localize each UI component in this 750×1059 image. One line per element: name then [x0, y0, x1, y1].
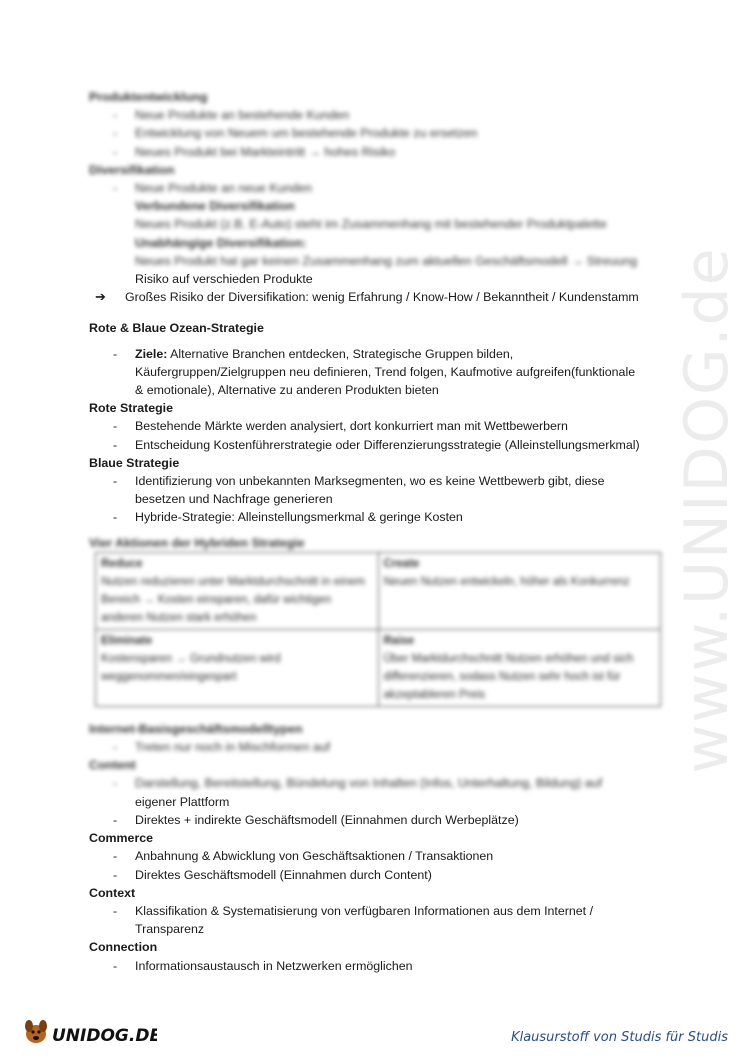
- conclusion-row: [89, 288, 669, 306]
- heading-rote-strategie: Rote Strategie: [89, 401, 173, 416]
- risk-continuation: Risiko auf verschieden Produkte: [135, 272, 313, 287]
- subtext-unabhaengig: Neues Produkt hat gar keinen Zusammenhang zum aktuellen Geschäftsmodell → Streuung: [135, 253, 638, 268]
- list-item: - Neue Produkte an neue Kunden: [89, 179, 669, 197]
- conclusion-text: Großes Risiko der Diversifikation: wenig Erfahrung / Know-How / Bekanntheit / Kundenstamm: [125, 290, 639, 305]
- list-item-continuation: besetzen und Nachfrage generieren: [135, 492, 333, 507]
- list-item: - Klassifikation & Systematisierung von verfügbaren Informationen aus dem Internet /: [89, 902, 669, 920]
- ziele-item: [89, 345, 669, 363]
- matrix-cell-eliminate: [96, 629, 379, 706]
- heading-internet-modelle: Internet-Basisgeschäftsmodelltypen: [89, 721, 303, 736]
- ziele-line-2: Käufergruppen/Zielgruppen neu definieren, Trend folgen, Kaufmotive aufgreifen(funktionale: [135, 364, 636, 379]
- cell-head: Eliminate: [101, 634, 153, 647]
- actions-matrix: [95, 552, 661, 707]
- list-item: - Entscheidung Kostenführerstrategie oder Differenzierungsstrategie (Alleinstellungsmerkmal): [89, 436, 669, 454]
- matrix-cell-reduce: [96, 552, 379, 629]
- subtext-verbunden: Neues Produkt (z.B. E-Auto) steht im Zusammenhang mit bestehender Produktpalette: [135, 217, 607, 232]
- blurred-section-top: [89, 88, 669, 270]
- heading-blaue-strategie: Blaue Strategie: [89, 455, 180, 470]
- blurred-section-internet: [89, 720, 669, 793]
- heading-vier-aktionen: Vier Aktionen der Hybriden Strategie: [89, 535, 305, 550]
- cell-text: Kostensparen → Grundnutzen wird weggenommen/eingespart: [101, 652, 281, 683]
- cell-head: Reduce: [101, 557, 143, 570]
- document-body: [89, 88, 669, 975]
- list-item: - Entwicklung von Neuem um bestehende Produkte zu ersetzen: [89, 124, 669, 142]
- watermark-text: www.UNIDOG.de: [672, 246, 742, 774]
- logo-text: UNIDOG.DE: [52, 1026, 157, 1046]
- list-item: - Neue Produkte an bestehende Kunden: [89, 106, 669, 124]
- list-item: - Direktes Geschäftsmodell (Einnahmen durch Content): [89, 866, 669, 884]
- heading-context: Context: [89, 885, 136, 900]
- cell-text: Über Marktdurchschnitt Nutzen erhöhen und sich differenzieren, sodass Nutzen sehr hoch ist für akzeptableren Preis: [383, 652, 634, 701]
- cell-text: Nutzen reduzieren unter Marktdurchschnitt in einem Bereich → Kosten einsparen, dafür wichtigen anderen Nutzen stark erhöhen: [101, 575, 365, 624]
- ziele-label: Ziele:: [135, 346, 168, 361]
- list-item: - Treten nur noch in Mischformen auf: [89, 738, 669, 756]
- list-item: - Neues Produkt bei Markteintritt → hohes Risiko: [89, 143, 669, 161]
- dog-icon: [22, 1014, 157, 1048]
- matrix-cell-raise: [378, 629, 661, 706]
- arrow-right-icon: ➔: [95, 289, 106, 305]
- subheading-unabhaengig: Unabhängige Diversifikation:: [135, 235, 307, 250]
- cell-head: Raise: [383, 634, 415, 647]
- heading-produktentwicklung: Produktentwicklung: [89, 90, 208, 104]
- ziele-line-3: & emotionale), Alternative zu anderen Produkten bieten: [135, 383, 439, 398]
- footer-tagline: Klausurstoff von Studis für Studis: [511, 1030, 728, 1045]
- list-item: - Identifizierung von unbekannten Marksegmenten, wo es keine Wettbewerb gibt, diese: [89, 472, 669, 490]
- subheading-verbunden: Verbundene Diversifikation: [135, 199, 295, 214]
- watermark: [662, 246, 750, 774]
- list-item: - Direktes + indirekte Geschäftsmodell (Einnahmen durch Werbeplätze): [89, 811, 669, 829]
- ziele-text: Alternative Branchen entdecken, Strategische Gruppen bilden,: [170, 346, 514, 361]
- list-item-continuation: Transparenz: [135, 922, 205, 937]
- matrix-cell-create: [378, 552, 661, 629]
- list-item: - Hybride-Strategie: Alleinstellungsmerkmal & geringe Kosten: [89, 508, 669, 526]
- list-item: - Anbahnung & Abwicklung von Geschäftsaktionen / Transaktionen: [89, 847, 669, 865]
- heading-commerce: Commerce: [89, 831, 154, 846]
- list-item: - Bestehende Märkte werden analysiert, dort konkurriert man mit Wettbewerbern: [89, 417, 669, 435]
- cell-head: Create: [383, 557, 420, 570]
- cell-text: Neuen Nutzen entwickeln, höher als Konkurrenz: [383, 575, 630, 588]
- list-item-continuation: eigener Plattform: [135, 794, 230, 809]
- heading-diversifikation: Diversifikation: [89, 162, 175, 177]
- blurred-section-matrix: [89, 534, 669, 707]
- heading-content: Content: [89, 758, 136, 773]
- list-item: - Informationsaustausch in Netzwerken ermöglichen: [89, 957, 669, 975]
- heading-ozean-strategie: Rote & Blaue Ozean-Strategie: [89, 321, 264, 336]
- heading-connection: Connection: [89, 940, 158, 955]
- unidog-logo: [22, 1014, 157, 1048]
- list-item: - Darstellung, Bereitstellung, Bündelung von Inhalten (Infos, Unterhaltung, Bildung) auf: [89, 774, 669, 792]
